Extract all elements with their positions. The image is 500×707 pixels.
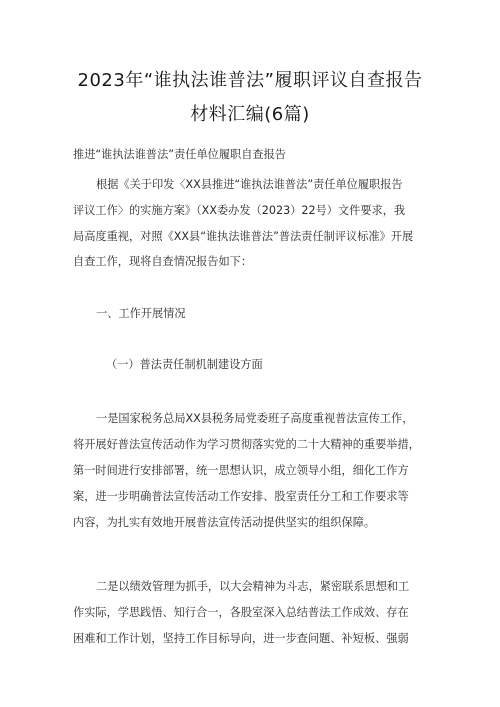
paragraph-line: 内容，为扎实有效地开展普法宣传活动提供坚实的组织保障。 — [73, 516, 376, 529]
paragraph-line: 二是以绩效管理为抓手，以大会精神为斗志，紧密联系思想和工 — [96, 580, 410, 593]
subsection-heading: （一）普法责任制机制建设方面 — [106, 358, 263, 371]
intro-line: 自查工作，现将自查情况报告如下： — [73, 255, 253, 268]
paragraph-line: 第一时间进行安排部署，统一思想认识，成立领导小组，细化工作方 — [73, 464, 409, 477]
document-title-line1: 2023年“谁执法谁普法”履职评议自查报告 — [77, 70, 423, 91]
document-title-line2: 材料汇编(6篇) — [190, 104, 310, 125]
paragraph-line: 困难和工作计划，坚持工作目标导向，进一步查问题、补短板、强弱 — [73, 632, 409, 645]
paragraph-line: 将开展好普法宣传活动作为学习贯彻落实党的二十大精神的重要举措， — [73, 438, 420, 451]
intro-line: 局高度重视，对照《XX县“谁执法谁普法”普法责任制评议标准》开展 — [73, 230, 414, 243]
intro-line: 评议工作〉的实施方案》（XX委办发（2023）22号）文件要求，我 — [73, 204, 406, 217]
section-heading: 一、工作开展情况 — [96, 307, 186, 320]
paragraph-line: 案，进一步明确普法宣传活动工作安排、股室责任分工和工作要求等 — [73, 490, 409, 503]
paragraph-line: 作实际，学思践悟、知行合一，各股室深入总结普法工作成效、存在 — [73, 606, 409, 619]
document-subtitle: 推进“谁执法谁普法”责任单位履职自查报告 — [73, 148, 286, 161]
intro-line: 根据《关于印发〈XX县推进“谁执法谁普法”责任单位履职报告 — [96, 178, 403, 191]
paragraph-line: 一是国家税务总局XX县税务局党委班子高度重视普法宣传工作， — [96, 412, 414, 425]
